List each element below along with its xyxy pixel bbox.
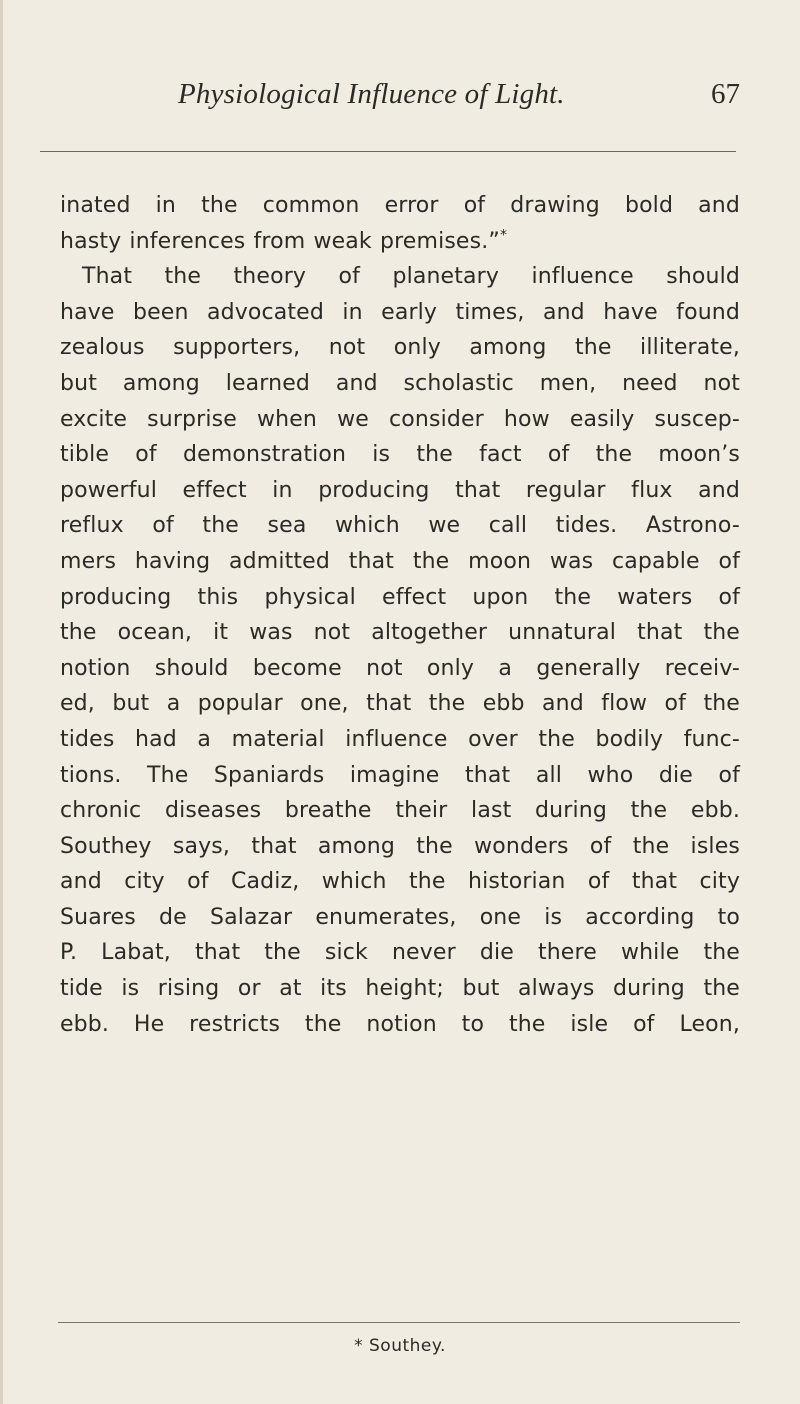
text-line: mers having admitted that the moon was capable of bbox=[60, 548, 740, 574]
text-line: reflux of the sea which we call tides. Astrono- bbox=[60, 513, 740, 539]
text-line: tide is rising or at its height; but always during the bbox=[60, 976, 740, 1002]
text-line: ed, but a popular one, that the ebb and flow of the bbox=[60, 691, 740, 717]
text-line: Suares de Salazar enumerates, one is according to bbox=[60, 904, 740, 930]
text-line: tides had a material influence over the bodily func- bbox=[60, 726, 740, 752]
text-line: tions. The Spaniards imagine that all who die of bbox=[60, 762, 740, 788]
text-line: but among learned and scholastic men, need not bbox=[60, 370, 740, 396]
footnote-rule bbox=[58, 1322, 740, 1323]
running-head bbox=[150, 70, 740, 120]
text-line bbox=[60, 224, 740, 260]
footnote-marker: * bbox=[499, 227, 508, 244]
footnote: * Southey. bbox=[354, 1336, 446, 1356]
text-line: ebb. He restricts the notion to the isle of Leon, bbox=[60, 1011, 740, 1037]
text-line: the ocean, it was not altogether unnatural that the bbox=[60, 620, 740, 646]
text-line: and city of Cadiz, which the historian of that city bbox=[60, 869, 740, 895]
text-line: chronic diseases breathe their last during the ebb. bbox=[60, 798, 740, 824]
text-line: have been advocated in early times, and have found bbox=[60, 299, 740, 325]
text-line: Southey says, that among the wonders of the isles bbox=[60, 833, 740, 859]
text-line-content: hasty inferences from weak premises.” bbox=[60, 228, 500, 254]
page-number: 67 bbox=[711, 78, 740, 110]
text-line: producing this physical effect upon the waters of bbox=[60, 584, 740, 610]
text-line: That the theory of planetary influence should bbox=[82, 264, 740, 290]
text-line: excite surprise when we consider how easily suscep- bbox=[60, 406, 740, 432]
body-text bbox=[60, 188, 740, 1042]
text-line: notion should become not only a generally receiv- bbox=[60, 655, 740, 681]
text-line: tible of demonstration is the fact of the moon’s bbox=[60, 442, 740, 468]
running-title: Physiological Influence of Light. bbox=[178, 78, 565, 110]
header-rule bbox=[40, 151, 736, 152]
text-line: inated in the common error of drawing bold and bbox=[60, 193, 740, 218]
text-line: powerful effect in producing that regular flux and bbox=[60, 477, 740, 503]
page-edge bbox=[0, 0, 3, 1404]
text-line: P. Labat, that the sick never die there while the bbox=[60, 940, 740, 966]
text-line: zealous supporters, not only among the illiterate, bbox=[60, 335, 740, 361]
